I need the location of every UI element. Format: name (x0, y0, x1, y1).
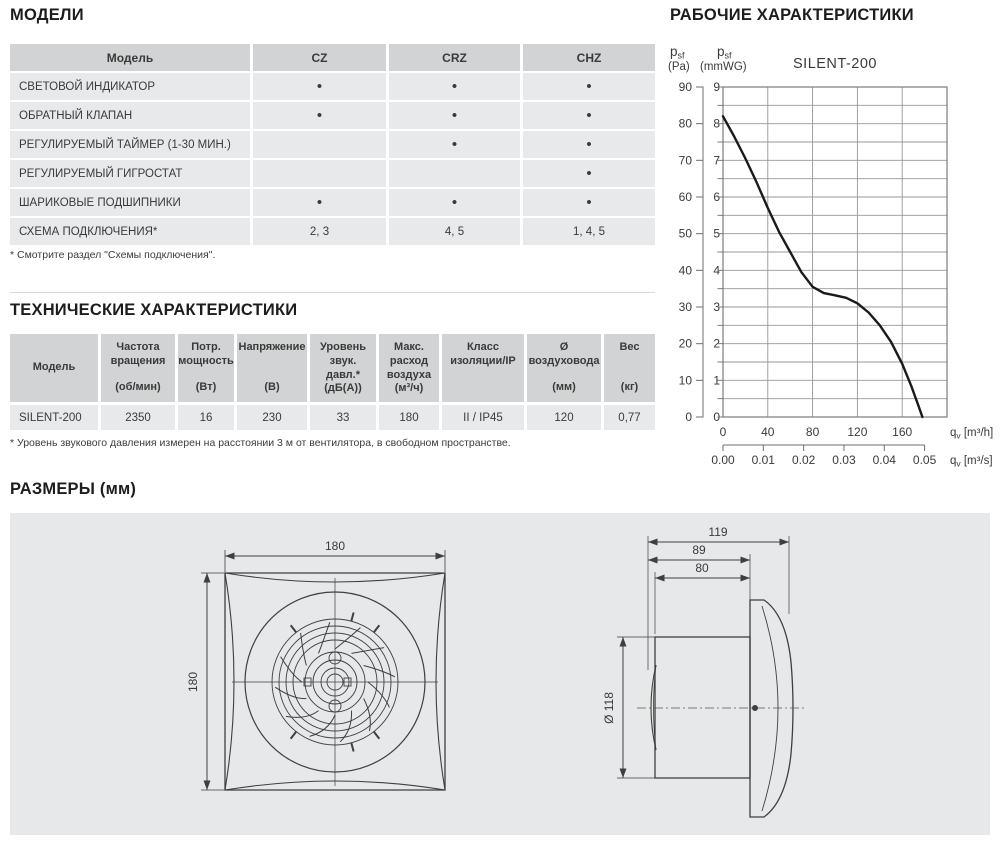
axis-caption-part: [m³/s] (960, 455, 993, 467)
performance-chart (660, 36, 1000, 476)
axis-caption-part: q (950, 427, 957, 439)
tech-section-heading: ТЕХНИЧЕСКИЕ ХАРАКТЕРИСТИКИ (10, 301, 298, 319)
ring-tab (291, 732, 297, 739)
feature-cell: РЕГУЛИРУЕМЫЙ ГИГРОСТАТ (10, 160, 250, 187)
feature-cell: ШАРИКОВЫЕ ПОДШИПНИКИ (10, 189, 250, 216)
ring-tab (351, 743, 353, 752)
pa-axis-unit: (Pa) (668, 61, 690, 73)
value-cell (253, 160, 386, 187)
axis-symbol: p (670, 44, 678, 59)
feature-dot: • (451, 107, 458, 124)
tech-header-title: Ø воздуховода (528, 341, 600, 367)
feature-dot: • (586, 165, 592, 182)
tech-data-cell: 230 (237, 405, 307, 430)
mmwg-tick-label: 5 (713, 226, 720, 241)
axis-symbol: p (717, 44, 725, 59)
m3s-tick-label: 0.05 (912, 453, 937, 467)
pa-tick-label: 60 (678, 190, 692, 204)
feature-dot: • (316, 107, 323, 124)
m3h-tick-label: 0 (719, 425, 727, 439)
m3s-axis-caption (950, 455, 993, 469)
feature-dot: • (316, 194, 323, 211)
pa-tick-label: 20 (678, 336, 692, 351)
m3h-tick-label: 120 (847, 425, 868, 439)
value-cell (389, 218, 520, 245)
mmwg-axis-unit: (mmWG) (700, 61, 747, 73)
m3h-tick-label: 40 (761, 425, 775, 439)
tech-data-cell: 16 (178, 405, 234, 430)
pa-tick-label: 0 (685, 410, 692, 424)
m3h-axis-caption (950, 427, 993, 441)
value-cell (523, 160, 655, 187)
models-col-header: CZ (253, 44, 386, 71)
pa-tick-label: 30 (678, 300, 692, 314)
feature-dot: • (586, 78, 592, 95)
tech-header-title: Напряжение (238, 341, 306, 353)
tech-col-header (527, 334, 601, 402)
feature-dot: • (451, 136, 458, 153)
pa-axis (696, 87, 703, 417)
m3h-tick-label: 160 (892, 425, 913, 439)
feature-dot: • (586, 107, 592, 124)
tech-header-title: Вес (619, 341, 640, 353)
mmwg-tick-label: 6 (713, 190, 720, 204)
section-divider (10, 292, 655, 293)
value-cell (389, 160, 520, 187)
tech-header-title: Класс изоляции/IP (450, 341, 516, 367)
value-cell (253, 218, 386, 245)
axis-caption-part: v (956, 430, 961, 441)
side-depth-total-label: 119 (708, 525, 728, 539)
mmwg-tick-label: 1 (713, 373, 720, 388)
feature-dot: • (586, 194, 592, 211)
duct-tube (655, 637, 750, 778)
tech-header-title: Модель (32, 361, 76, 374)
value-cell (523, 189, 655, 216)
models-table (10, 44, 655, 245)
value-cell (389, 189, 520, 216)
axis-caption-part: v (956, 458, 961, 469)
value-cell (253, 102, 386, 129)
fan-blade (301, 633, 307, 666)
mmwg-tick-label: 9 (713, 80, 720, 94)
side-depth-body-label: 89 (692, 543, 706, 557)
ring-tab (291, 625, 297, 632)
tech-col-header (604, 334, 655, 402)
value-text: 1, 4, 5 (573, 225, 605, 238)
side-depth-duct-label: 80 (695, 561, 709, 575)
feature-cell: СХЕМА ПОДКЛЮЧЕНИЯ* (10, 218, 250, 245)
fan-blade (352, 648, 385, 654)
tech-header-title: Частота вращения (110, 341, 166, 367)
dimensions-panel (10, 513, 990, 835)
chart-title: SILENT-200 (793, 56, 877, 72)
front-cover-edge (762, 606, 778, 811)
value-cell (389, 73, 520, 100)
axis-symbol-sub: sf (724, 50, 732, 61)
m3s-tick-label: 0.02 (791, 453, 816, 467)
value-cell (523, 218, 655, 245)
axis-symbol-sub: sf (677, 50, 685, 61)
ring-tab (351, 612, 353, 621)
value-text: 2, 3 (309, 225, 330, 238)
front-view-drawing (180, 522, 475, 822)
value-cell (389, 131, 520, 158)
tech-col-header (178, 334, 234, 402)
tech-data-cell: 33 (310, 405, 376, 430)
tech-table (10, 334, 655, 430)
models-section-heading: МОДЕЛИ (10, 6, 84, 24)
performance-curve (723, 116, 922, 417)
mmwg-tick-label: 0 (713, 410, 720, 424)
feature-dot: • (451, 194, 458, 211)
mmwg-tick-label: 4 (713, 263, 720, 278)
m3h-tick-label: 80 (805, 425, 820, 439)
tech-header-unit: (об/мин) (115, 381, 161, 394)
tech-footnote: * Уровень звукового давления измерен на расстоянии 3 м от вентилятора, в свободном пространстве. (10, 437, 511, 449)
tech-header-unit: (м³/ч) (394, 382, 424, 395)
pa-tick-label: 80 (678, 116, 692, 131)
pa-tick-label: 90 (678, 80, 692, 94)
tech-data-cell: 120 (527, 405, 601, 430)
tech-col-header (237, 334, 307, 402)
mmwg-axis-caption (717, 44, 732, 61)
dimensions-section-heading: РАЗМЕРЫ (мм) (10, 480, 137, 498)
tech-col-header (310, 334, 376, 402)
feature-cell: СВЕТОВОЙ ИНДИКАТОР (10, 73, 250, 100)
tech-col-header (379, 334, 439, 402)
tech-data-cell: II / IP45 (442, 405, 524, 430)
tech-header-title: Потр. мощность (178, 341, 234, 367)
pa-tick-label: 10 (678, 373, 692, 388)
feature-dot: • (316, 78, 323, 95)
side-diameter-label: Ø 118 (602, 692, 616, 724)
tech-header-unit: (В) (264, 381, 280, 394)
m3s-tick-label: 0.00 (711, 453, 735, 467)
tech-col-header (442, 334, 524, 402)
value-text: 4, 5 (444, 225, 465, 238)
feature-cell: ОБРАТНЫЙ КЛАПАН (10, 102, 250, 129)
value-cell (523, 102, 655, 129)
feature-dot: • (586, 136, 592, 153)
mmwg-tick-label: 8 (713, 116, 720, 131)
tech-header-unit: (Вт) (195, 381, 217, 394)
value-cell (253, 189, 386, 216)
pa-tick-label: 70 (678, 153, 692, 168)
pa-tick-label: 40 (678, 263, 692, 278)
center-dot (752, 705, 758, 711)
mmwg-tick-label: 7 (713, 153, 720, 168)
value-cell (253, 131, 386, 158)
value-cell (253, 73, 386, 100)
axis-caption-part: [m³/h] (960, 427, 994, 439)
pa-tick-label: 50 (678, 226, 692, 241)
tech-data-cell: 2350 (101, 405, 175, 430)
mmwg-tick-label: 3 (713, 300, 720, 314)
value-cell (389, 102, 520, 129)
ring-tab (374, 732, 380, 739)
tech-data-cell: SILENT-200 (10, 405, 98, 430)
performance-section-heading: РАБОЧИЕ ХАРАКТЕРИСТИКИ (670, 6, 914, 24)
pa-axis-caption (670, 44, 685, 61)
front-height-label: 180 (186, 671, 200, 693)
tech-col-header (101, 334, 175, 402)
tech-header-unit: (мм) (552, 381, 576, 394)
side-view-drawing (590, 522, 820, 827)
m3s-tick-label: 0.03 (832, 453, 856, 467)
axis-caption-part: q (950, 455, 957, 467)
tech-header-unit: (кг) (620, 381, 639, 394)
feature-cell: РЕГУЛИРУЕМЫЙ ТАЙМЕР (1-30 МИН.) (10, 131, 250, 158)
ring-tab (374, 625, 380, 632)
models-col-header: CHZ (523, 44, 655, 71)
tech-header-title: Макс. расход воздуха (386, 341, 432, 381)
tech-header-title: Уровень звук. давл.* (319, 341, 366, 381)
feature-dot: • (451, 78, 458, 95)
value-cell (523, 131, 655, 158)
m3s-tick-label: 0.04 (872, 453, 896, 467)
front-width-label: 180 (324, 539, 346, 553)
tech-header-unit: (дБ(А)) (324, 382, 362, 395)
models-footnote: * Смотрите раздел "Схемы подключения". (10, 249, 216, 261)
mmwg-tick-label: 2 (713, 336, 720, 351)
models-header-model: Модель (10, 44, 250, 71)
tech-col-header (10, 334, 98, 402)
models-col-header: CRZ (389, 44, 520, 71)
tech-data-cell: 180 (379, 405, 439, 430)
value-cell (523, 73, 655, 100)
tech-data-cell: 0,77 (604, 405, 655, 430)
m3s-tick-label: 0.01 (751, 453, 775, 467)
